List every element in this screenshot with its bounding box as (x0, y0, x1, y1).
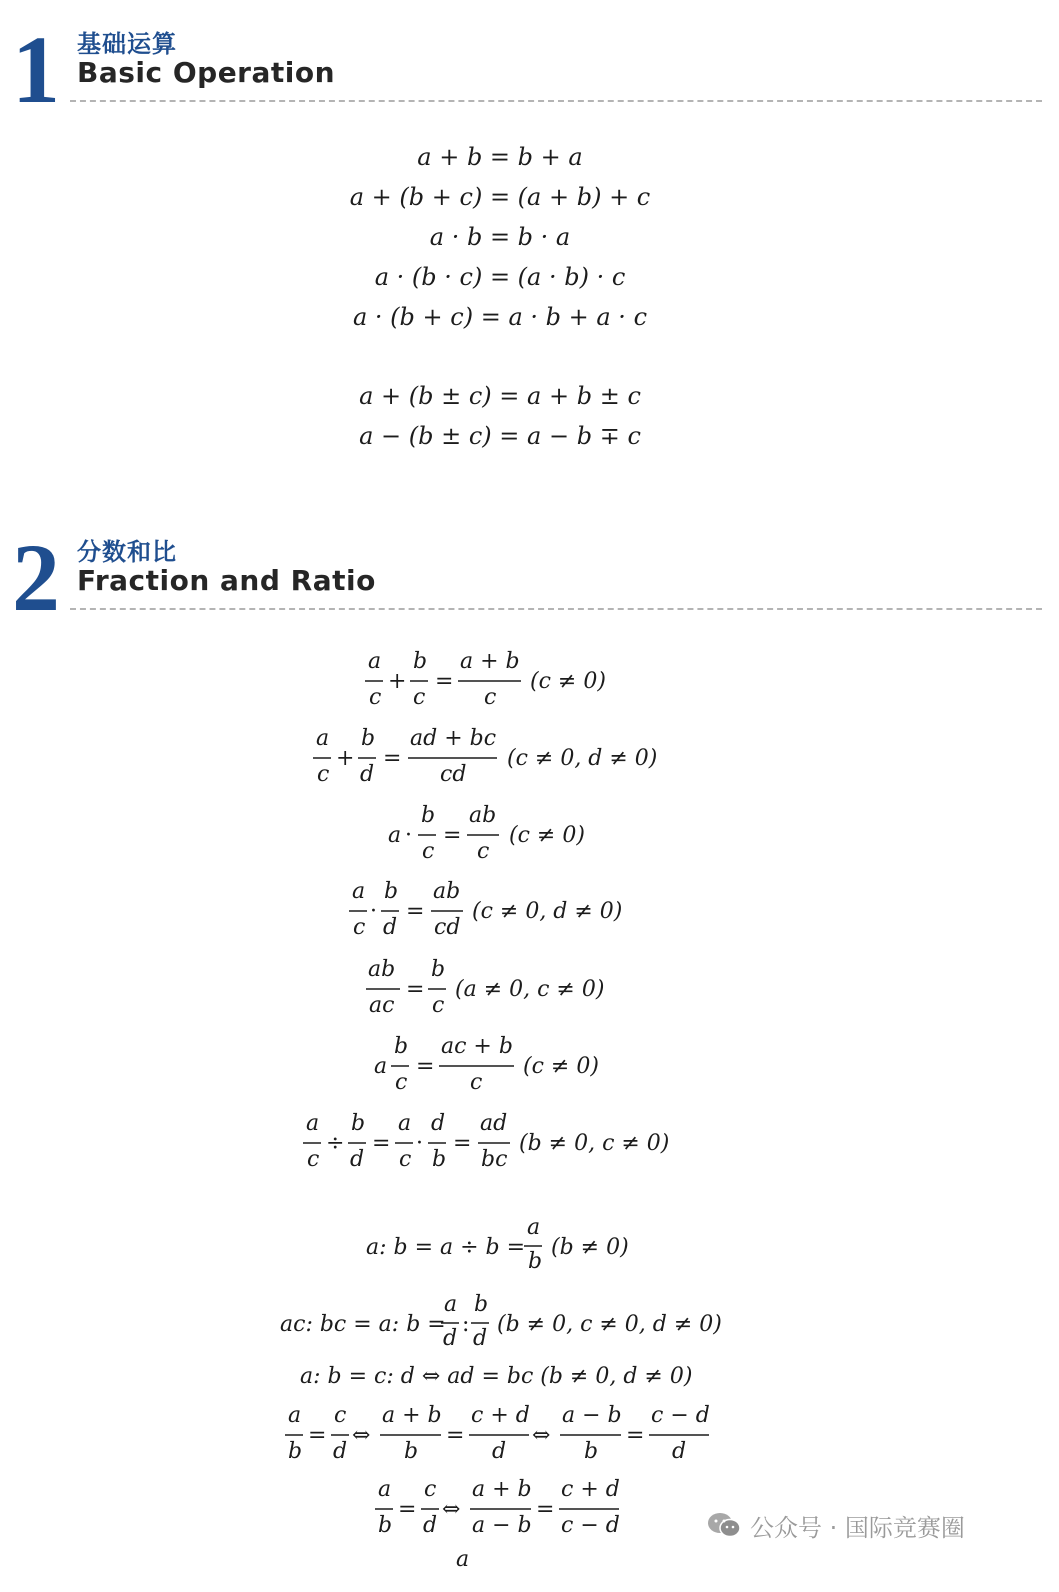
watermark (706, 1507, 965, 1543)
svg-text:ac + b: ac + b (441, 1034, 513, 1059)
formula-associative-mul: a · (b · c) = (a · b) · c (374, 263, 626, 291)
formula-fraction-times-fraction (349, 879, 622, 940)
svg-text:ab: ab (469, 803, 497, 828)
svg-text:⇔: ⇔ (532, 1423, 551, 1448)
svg-text:c: c (413, 685, 426, 710)
svg-text:c + d: c + d (561, 1477, 620, 1502)
svg-text:b: b (394, 1034, 409, 1059)
svg-text:d: d (333, 1439, 348, 1464)
svg-text:a + b: a + b (472, 1477, 532, 1502)
svg-text:c: c (334, 1403, 347, 1428)
svg-text:ac: ac (369, 993, 395, 1018)
formula-commutative-mul: a · b = b · a (429, 223, 571, 251)
svg-text:c: c (307, 1147, 320, 1172)
svg-text:(b ≠ 0, c ≠ 0, d ≠ 0): (b ≠ 0, c ≠ 0, d ≠ 0) (497, 1312, 722, 1337)
svg-text:c: c (353, 915, 366, 940)
svg-text:⇔: ⇔ (352, 1423, 371, 1448)
svg-text:(a ≠ 0, c ≠ 0): (a ≠ 0, c ≠ 0) (455, 977, 605, 1002)
svg-text:a: a (316, 726, 330, 751)
svg-text:=: = (626, 1423, 645, 1448)
svg-text:+: + (388, 669, 407, 694)
svg-text:b: b (413, 649, 428, 674)
svg-text:c: c (422, 839, 435, 864)
svg-text:b: b (421, 803, 436, 828)
svg-text:ad + bc: ad + bc (410, 726, 497, 751)
svg-text:d: d (423, 1513, 438, 1538)
svg-text:a: a (378, 1477, 392, 1502)
svg-text:b: b (584, 1439, 599, 1464)
svg-text:a: a (444, 1292, 458, 1317)
svg-text:a − b: a − b (562, 1403, 622, 1428)
svg-text:a + b: a + b (382, 1403, 442, 1428)
formula-componendo-dividendo (285, 1403, 710, 1464)
svg-text:b: b (432, 1147, 447, 1172)
formula-plus-pm: a + (b ± c) = a + b ± c (359, 382, 641, 410)
svg-text:=: = (398, 1497, 417, 1522)
svg-text:d: d (350, 1147, 365, 1172)
svg-text:b: b (474, 1292, 489, 1317)
svg-text:d: d (473, 1326, 488, 1351)
svg-text:(c ≠ 0): (c ≠ 0) (509, 823, 585, 848)
svg-text:b: b (288, 1439, 303, 1464)
svg-text::: : (462, 1312, 470, 1337)
svg-text:ad: ad (480, 1111, 508, 1136)
svg-text:·: · (370, 899, 377, 924)
svg-text:ab: ab (433, 879, 461, 904)
svg-text:b: b (384, 879, 399, 904)
svg-text:·: · (416, 1131, 423, 1156)
svg-text:=: = (308, 1423, 327, 1448)
svg-text:·: · (405, 823, 412, 848)
svg-text:c: c (399, 1147, 412, 1172)
svg-text:d: d (360, 762, 375, 787)
formula-proportion (300, 1364, 692, 1389)
formula-minus-pm: a − (b ± c) = a − b ∓ c (359, 422, 641, 450)
svg-text:cd: cd (434, 915, 461, 940)
svg-text:bc: bc (481, 1147, 508, 1172)
formula-mixed-number (374, 1034, 599, 1095)
formula-cancel-common-factor (366, 957, 604, 1018)
formula-ratio-simplify (280, 1292, 722, 1351)
wechat-icon (706, 1511, 742, 1539)
svg-text:=: = (453, 1131, 472, 1156)
svg-text:b: b (351, 1111, 366, 1136)
section-number: 1 (12, 16, 60, 123)
svg-text:c: c (470, 1070, 483, 1095)
formula-integer-times-fraction (388, 803, 585, 864)
svg-text:⇔: ⇔ (442, 1497, 461, 1522)
formula-cutoff-numerator: a (456, 1547, 470, 1572)
svg-text:cd: cd (440, 762, 467, 787)
svg-text:a: a (388, 823, 402, 848)
svg-text:c: c (395, 1070, 408, 1095)
formula-distributive: a · (b + c) = a · b + a · c (352, 303, 648, 331)
svg-text:÷: ÷ (326, 1131, 345, 1156)
svg-text:c − d: c − d (651, 1403, 710, 1428)
section-title-en: Basic Operation (77, 56, 336, 89)
formula-diff-denominator-add (313, 726, 657, 787)
section-title-cn: 分数和比 (77, 538, 177, 566)
formula-associative-add: a + (b + c) = (a + b) + c (349, 183, 651, 211)
svg-text:c: c (477, 839, 490, 864)
section-title-cn: 基础运算 (77, 30, 177, 58)
svg-text:b: b (528, 1249, 543, 1274)
svg-text:a: b = c: d ⇔ ad = bc (b ≠ 0,: a: b = c: d ⇔ ad = bc (b ≠ 0, d ≠ 0) (300, 1364, 693, 1389)
svg-text:c + d: c + d (471, 1403, 530, 1428)
svg-text:=: = (416, 1054, 435, 1079)
svg-text:=: = (383, 746, 402, 771)
svg-text:c − d: c − d (561, 1513, 620, 1538)
svg-text:=: = (406, 977, 425, 1002)
svg-text:=: = (443, 823, 462, 848)
svg-text:(c ≠ 0, d ≠ 0): (c ≠ 0, d ≠ 0) (507, 746, 658, 771)
svg-text:=: = (446, 1423, 465, 1448)
svg-text:a: a (352, 879, 366, 904)
svg-text:c: c (432, 993, 445, 1018)
formula-same-denominator-add (365, 649, 606, 710)
svg-text:=: = (435, 669, 454, 694)
svg-text:b: b (361, 726, 376, 751)
svg-text:(c ≠ 0, d ≠ 0): (c ≠ 0, d ≠ 0) (472, 899, 623, 924)
svg-text:c: c (484, 685, 497, 710)
svg-text:a: a (306, 1111, 320, 1136)
svg-text:d: d (492, 1439, 507, 1464)
svg-text:=: = (372, 1131, 391, 1156)
formula-ratio-definition (366, 1215, 629, 1274)
svg-text:a: a (368, 649, 382, 674)
svg-text:b: b (431, 957, 446, 982)
formula-sum-over-difference (375, 1477, 620, 1538)
svg-text:a: b = a ÷ b =: a: b = a ÷ b = (366, 1235, 526, 1260)
svg-text:a − b: a − b (472, 1513, 532, 1538)
svg-text:a: a (527, 1215, 541, 1240)
svg-text:d: d (443, 1326, 458, 1351)
svg-text:ab: ab (368, 957, 396, 982)
formula-fraction-division (303, 1111, 669, 1172)
svg-text:c: c (369, 685, 382, 710)
svg-text:d: d (431, 1111, 446, 1136)
svg-text:c: c (317, 762, 330, 787)
svg-text:(b ≠ 0, c ≠ 0): (b ≠ 0, c ≠ 0) (519, 1131, 670, 1156)
section-number: 2 (12, 524, 60, 631)
svg-text:+: + (336, 746, 355, 771)
svg-text:a + b: a + b (460, 649, 520, 674)
svg-text:=: = (406, 899, 425, 924)
svg-text:d: d (672, 1439, 687, 1464)
svg-text:(b ≠ 0): (b ≠ 0) (551, 1235, 629, 1260)
svg-text:a: a (374, 1054, 388, 1079)
formula-commutative-add: a + b = b + a (417, 143, 583, 171)
watermark-text: 公众号 · 国际竞赛圈 (750, 1513, 965, 1542)
svg-text:c: c (424, 1477, 437, 1502)
svg-text:(c ≠ 0): (c ≠ 0) (523, 1054, 599, 1079)
svg-text:=: = (536, 1497, 555, 1522)
svg-text:d: d (383, 915, 398, 940)
svg-text:a: a (288, 1403, 302, 1428)
svg-text:(c ≠ 0): (c ≠ 0) (530, 669, 606, 694)
svg-text:ac: bc = a: b =: ac: bc = a: b = (280, 1312, 446, 1337)
svg-text:b: b (404, 1439, 419, 1464)
section-title-en: Fraction and Ratio (77, 564, 376, 597)
svg-text:a: a (398, 1111, 412, 1136)
svg-text:b: b (378, 1513, 393, 1538)
